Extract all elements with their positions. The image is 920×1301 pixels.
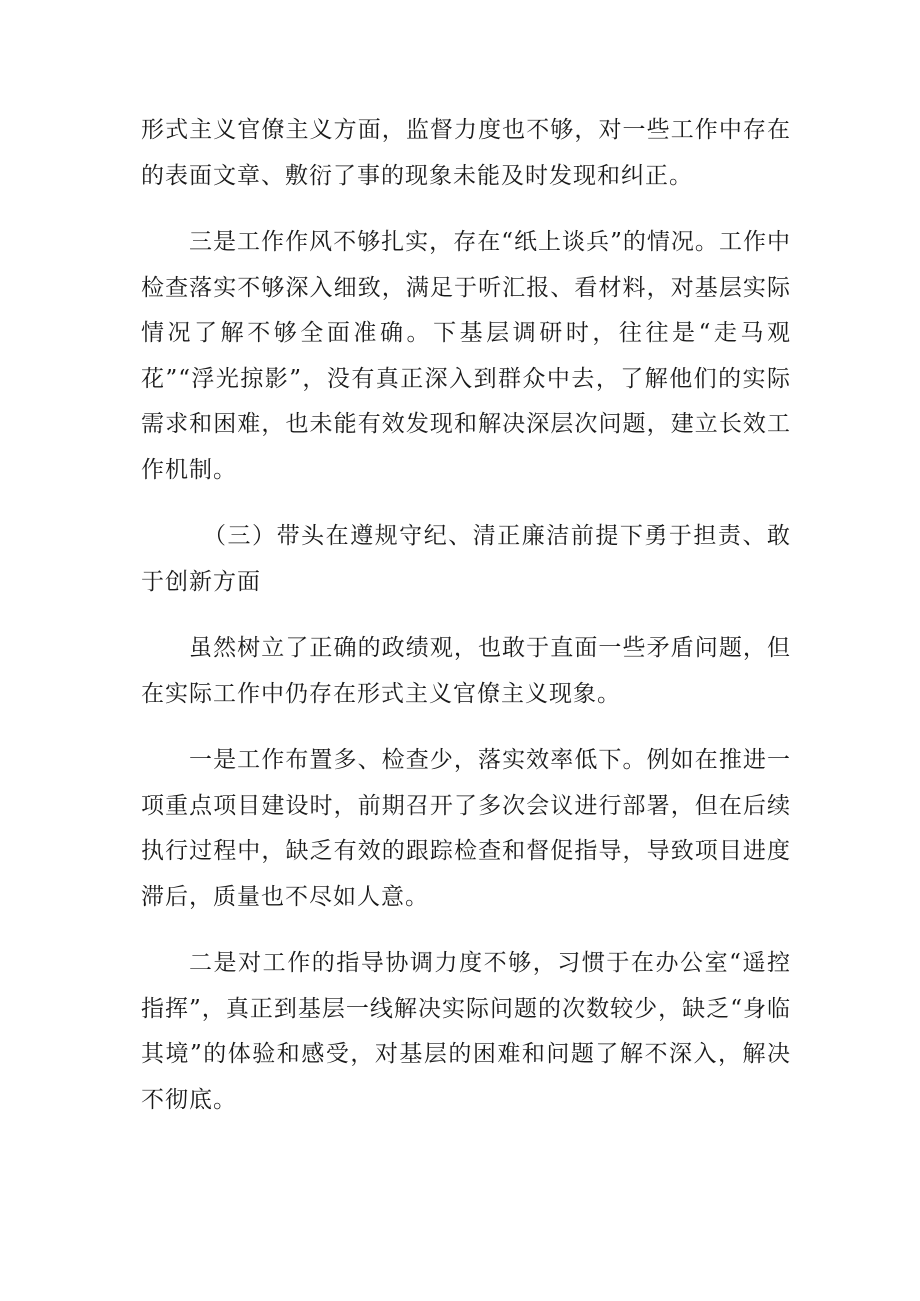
- document-body: [141, 108, 791, 1123]
- paragraph-performance-view: 虽然树立了正确的政绩观，也敢于直面一些矛盾问题，但在实际工作中仍存在形式主义官僚主义现象。: [141, 635, 791, 707]
- section-heading-three: （三）带头在遵规守纪、清正廉洁前提下勇于担责、敢于创新方面: [141, 523, 791, 595]
- paragraph-point-two: 二是对工作的指导协调力度不够，习惯于在办公室“遥控指挥”，真正到基层一线解决实际问题的次数较少，缺乏“身临其境”的体验和感受，对基层的困难和问题了解不深入，解决不彻底。: [141, 950, 791, 1113]
- paragraph-work-style: 三是工作作风不够扎实，存在“纸上谈兵”的情况。工作中检查落实不够深入细致，满足于听汇报、看材料，对基层实际情况了解不够全面准确。下基层调研时，往往是“走马观花”“浮光掠影”，没有真正深入到群众中去，了解他们的实际需求和困难，也未能有效发现和解决深层次问题，建立长效工作机制。: [141, 229, 791, 483]
- paragraph-continuation: 形式主义官僚主义方面，监督力度也不够，对一些工作中存在的表面文章、敷衍了事的现象未能及时发现和纠正。: [141, 117, 791, 189]
- paragraph-point-one: 一是工作布置多、检查少，落实效率低下。例如在推进一项重点项目建设时，前期召开了多次会议进行部署，但在后续执行过程中，缺乏有效的跟踪检查和督促指导，导致项目进度滞后，质量也不尽如人意。: [141, 747, 791, 910]
